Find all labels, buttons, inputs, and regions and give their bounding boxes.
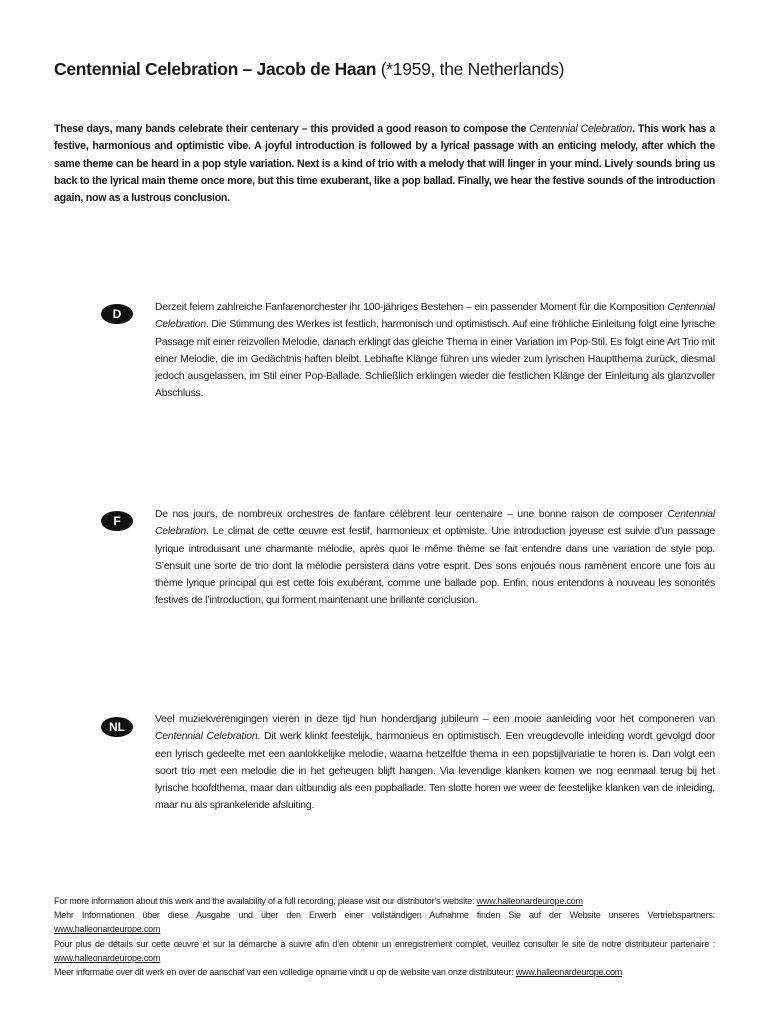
footer-info xyxy=(54,894,715,979)
paragraph-de xyxy=(155,299,715,403)
page-title xyxy=(54,59,564,80)
intro-paragraph-en xyxy=(54,121,715,207)
distributor-link[interactable]: www.halleonardeurope.com xyxy=(54,952,161,963)
title-sub: (*1959, the Netherlands) xyxy=(380,59,565,79)
work-title-italic: Centennial Celebration xyxy=(155,302,715,331)
footer-line-nl xyxy=(54,965,715,979)
footer-text: Pour plus de détails sur cette œuvre et sur la démarche à suivre afin d’en obtenir un enregistrement complet, veuillez consulter le site de notre distributeur partenaire : xyxy=(54,938,715,949)
intro-text: . This work has a festive, harmonious and optimistic vibe. A joyful introduction is followed by a lyrical passage with an enticing melody, after which the same theme can be heard in a pop style variation. Next is a kind of trio with a melody that will linger in your mind. Lively sounds bring us back to the lyrical main theme once more, but this time exuberant, like a pop ballad. Finally, we hear the festive sounds of the introduction again, now as a lustrous conclusion. xyxy=(54,123,715,205)
footer-line-de xyxy=(54,908,715,936)
paragraph-text: Veel muziekverenigingen vieren in deze tijd hun honderdjarig jubileum – een mooie aanleiding voor het componeren van xyxy=(155,714,715,725)
language-badge-fr: F xyxy=(101,511,133,531)
intro-text: These days, many bands celebrate their centenary – this provided a good reason to compose the xyxy=(54,123,530,135)
footer-text: For more information about this work and the availability of a full recording, please visit our distributor’s website: xyxy=(54,896,477,906)
paragraph-text: Derzeit feiern zahlreiche Fanfarenorchester ihr 100-jähriges Bestehen – ein passender Moment für die Komposition xyxy=(155,302,668,313)
work-title-italic: Centennial Celebration xyxy=(155,731,258,743)
title-main: Centennial Celebration – Jacob de Haan xyxy=(54,59,377,79)
paragraph-text: . Le climat de cette œuvre est festif, harmonieux et optimiste. Une introduction joyeuse est suivie d’un passage lyrique introduisant une charmante mélodie, après quoi le même thème se fait entendre dans une variation de style pop. S’ensuit une sorte de trio dont la mélodie persistera dans votre esprit. Des sons enjoués nous ramènent encore une fois au thème lyrique principal qui est cette fois exubérant, comme une ballade pop. Enfin, nous entendons à nouveau les sonorités festives de l’introduction, qui forment maintenant une brillante conclusion. xyxy=(155,526,715,607)
paragraph-nl xyxy=(155,711,715,815)
work-title-italic: Centennial Celebration xyxy=(529,123,633,135)
paragraph-text: De nos jours, de nombreux orchestres de fanfare célèbrent leur centenaire – une bonne raison de composer xyxy=(155,509,668,520)
language-badge-nl: NL xyxy=(101,717,133,737)
footer-text: Meer informatie over dit werk en over de aanschaf van een volledige opname vindt u op de website van onze distributeur: xyxy=(54,967,516,978)
distributor-link[interactable]: www.halleonardeurope.com xyxy=(476,896,583,906)
paragraph-text: . Dit werk klinkt feestelijk, harmonieus en optimistisch. Een vreugdevolle inleiding wordt gevolgd door een lyrisch gedeelte met een aanlokkelijke melodie, waarna hetzelfde thema in een popstijlvariatie te horen is. Dan volgt een soort trio met een melodie die in het geheugen blijft hangen. Via levendige klanken komen we nog eenmaal terug bij het lyrische hoofdthema, maar dan uitbundig als een popballade. Ten slotte horen we weer de feestelijke klanken van de inleiding, maar nu als sprankelende afsluiting. xyxy=(155,731,716,812)
footer-text: Mehr Informationen über diese Ausgabe und über den Erwerb einer vollständigen Aufnahme finden Sie auf der Website unseres Vertriebspartners: xyxy=(54,910,715,921)
work-title-italic: Centennial Celebration xyxy=(155,509,715,538)
distributor-link[interactable]: www.halleonardeurope.com xyxy=(515,967,623,978)
language-badge-de: D xyxy=(101,304,133,324)
paragraph-fr xyxy=(155,506,715,610)
footer-line-en xyxy=(54,894,715,908)
paragraph-text: . Die Stimmung des Werkes ist festlich, harmonisch und optimistisch. Auf eine fröhliche Einleitung folgt eine lyrische Passage mit einer reizvollen Melodie, danach erklingt das gleiche Thema in einer Variation im Pop-Stil. Es folgt eine Art Trio mit einer Melodie, die im Gedächtnis haften bleibt. Lebhafte Klänge führen uns wieder zum lyrischen Hauptthema zurück, diesmal jedoch ausgelassen, im Stil einer Pop-Ballade. Schließlich erklingen wieder die festlichen Klänge der Einleitung als glanzvoller Abschluss. xyxy=(155,319,715,400)
distributor-link[interactable]: www.halleonardeurope.com xyxy=(54,924,161,935)
footer-line-fr xyxy=(54,937,715,965)
